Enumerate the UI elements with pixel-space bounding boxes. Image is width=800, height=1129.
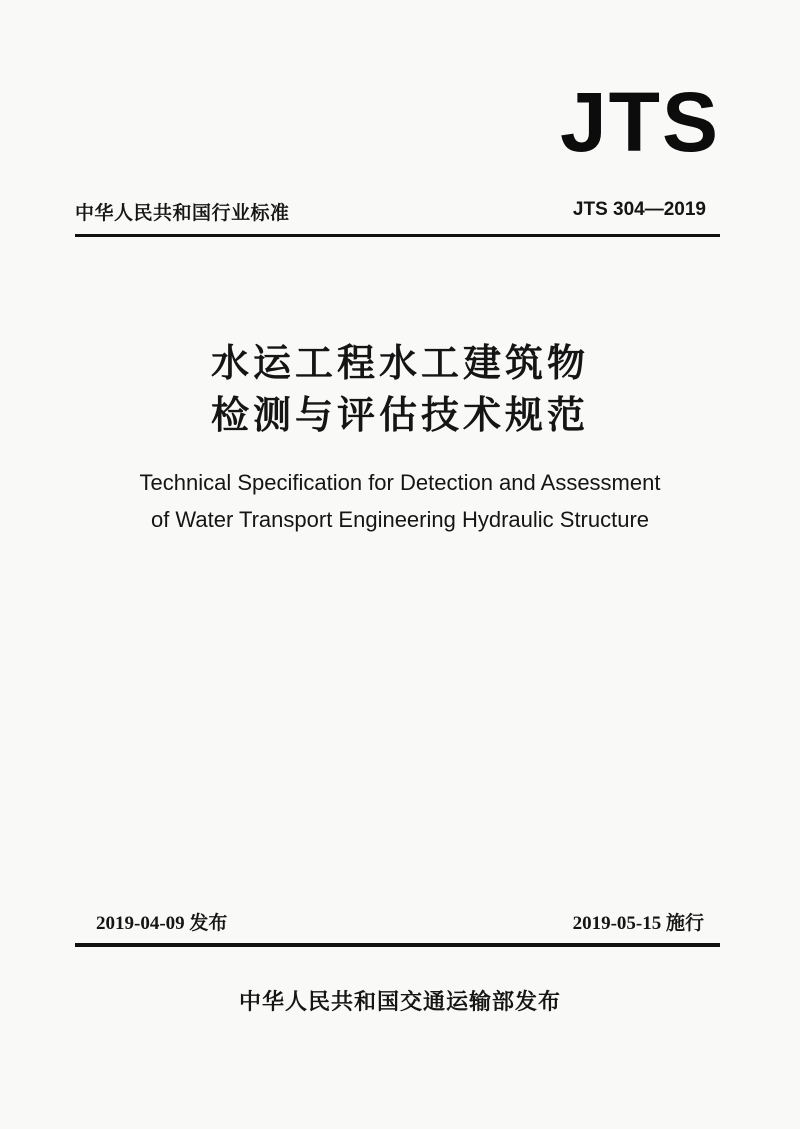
issue-date: 2019-04-09 发布 (96, 913, 228, 934)
standard-category: 中华人民共和国行业标准 (75, 202, 290, 224)
chinese-title-line-1: 水运工程水工建筑物 (210, 340, 589, 385)
publisher: 中华人民共和国交通运输部发布 (238, 990, 561, 1015)
english-title-line-2: of Water Transport Engineering Hydraulic Structure (150, 507, 650, 532)
effective-date: 2019-05-15 施行 (572, 913, 704, 934)
bottom-divider (75, 943, 720, 947)
jts-logo: JTS (559, 75, 720, 169)
english-title-line-1: Technical Specification for Detection and Assessment (139, 470, 661, 495)
standard-number: JTS 304—2019 (572, 199, 706, 220)
top-divider (75, 234, 720, 237)
chinese-title-line-2: 检测与评估技术规范 (210, 392, 589, 437)
